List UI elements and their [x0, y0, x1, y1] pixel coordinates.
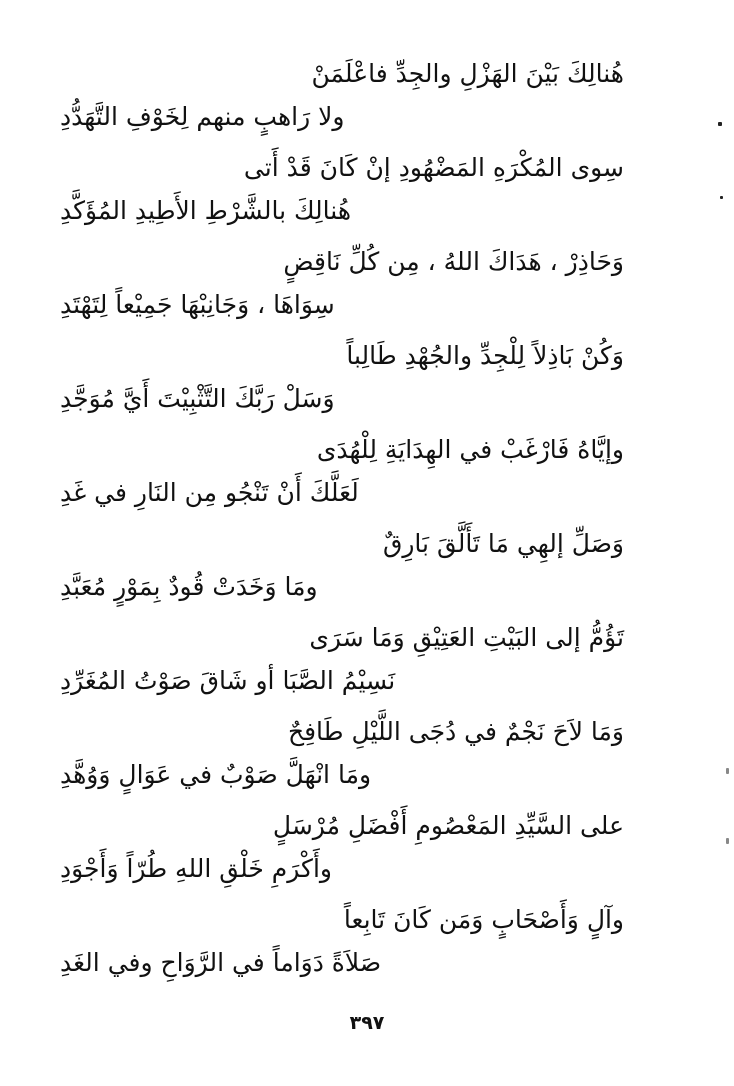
couplet — [60, 428, 624, 514]
hemistich-second: لَعَلَّكَ أَنْ تَنْجُو مِن النَارِ في غَدِ — [60, 478, 359, 507]
couplet — [60, 334, 624, 420]
hemistich-second: صَلاَةً دَوَاماً في الرَّوَاحِ وفي الغَدِ — [60, 948, 382, 977]
hemistich-second: وأَكْرَمِ خَلْقِ اللهِ طُرّاً وَأَجْوَدِ — [60, 854, 332, 883]
hemistich-second: وَسَلْ رَبَّكَ التَّثْبِيْتَ أَيَّ مُوَجَّدِ — [60, 384, 335, 413]
hemistich-first: وَصَلِّ إلهِي مَا تَأَلَّقَ بَارِقٌ — [382, 529, 624, 558]
couplet — [60, 616, 624, 702]
hemistich-first: وَمَا لاَحَ نَجْمٌ في دُجَى اللَّيْلِ طَافِحٌ — [287, 717, 624, 746]
hemistich-second: ومَا انْهَلَّ صَوْبٌ في عَوَالٍ وَوُهَّدِ — [60, 760, 372, 789]
hemistich-second: نَسِيْمُ الصَّبَا أو شَاقَ صَوْتُ المُغَرِّدِ — [60, 666, 396, 695]
hemistich-first: هُنالِكَ بَيْنَ الهَزْلِ والجِدِّ فاعْلَمَنْ — [311, 59, 624, 88]
page-number: ٣٩٧ — [349, 1012, 385, 1034]
hemistich-first: على السَّيِّدِ المَعْصُومِ أَفْضَلِ مُرْسَلٍ — [272, 811, 624, 840]
margin-speck — [720, 196, 723, 199]
poem-body — [60, 52, 624, 984]
margin-speck — [726, 768, 729, 774]
hemistich-first: وآلٍ وَأَصْحَابٍ وَمَن كَانَ تَابِعاً — [343, 905, 624, 934]
hemistich-first: وَحَاذِرْ ، هَدَاكَ اللهُ ، مِن كُلِّ نَاقِضٍ — [283, 247, 624, 276]
couplet — [60, 710, 624, 796]
hemistich-first: وإيَّاهُ فَارْغَبْ في الهِدَايَةِ لِلْهُدَى — [316, 435, 624, 464]
margin-speck — [726, 838, 729, 844]
margin-speck — [718, 122, 722, 126]
hemistich-second: ومَا وَخَدَتْ قُودٌ بِمَوْرٍ مُعَبَّدِ — [60, 572, 318, 601]
couplet — [60, 146, 624, 232]
couplet — [60, 52, 624, 138]
couplet — [60, 522, 624, 608]
hemistich-second: هُنالِكَ بالشَّرْطِ الأَطِيدِ المُؤَكَّدِ — [60, 196, 352, 225]
couplet — [60, 240, 624, 326]
hemistich-first: وَكُنْ بَاذِلاً لِلْجِدِّ والجُهْدِ طَالِباً — [346, 341, 624, 370]
hemistich-first: تَؤُمُّ إلى البَيْتِ العَتِيْقِ وَمَا سَرَى — [309, 623, 624, 652]
couplet — [60, 804, 624, 890]
hemistich-first: سِوى المُكْرَهِ المَضْهُودِ إنْ كَانَ قَدْ أَتى — [243, 153, 624, 182]
couplet — [60, 898, 624, 984]
hemistich-second: سِوَاهَا ، وَجَانِبْهَا جَمِيْعاً لِتَهْتَدِ — [60, 290, 335, 319]
hemistich-second: ولا رَاهبٍ منهم لِخَوْفِ التَّهَدُّدِ — [60, 102, 345, 131]
